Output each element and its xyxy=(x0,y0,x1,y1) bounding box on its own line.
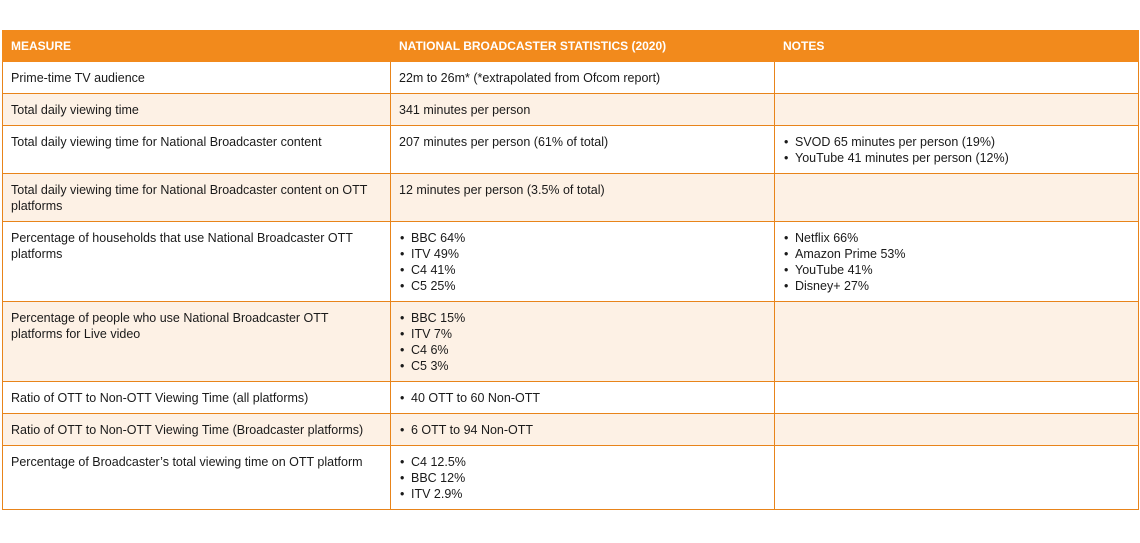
measure-cell: Total daily viewing time xyxy=(3,94,391,126)
measure-cell: Ratio of OTT to Non-OTT Viewing Time (all platforms) xyxy=(3,382,391,414)
stats-list-item: • C5 3% xyxy=(399,358,766,374)
notes-cell xyxy=(775,222,1139,302)
stats-list-item: • C5 25% xyxy=(399,278,766,294)
stats-list xyxy=(399,390,766,406)
table-row xyxy=(3,62,1139,94)
notes-cell xyxy=(775,126,1139,174)
measure-cell: Ratio of OTT to Non-OTT Viewing Time (Broadcaster platforms) xyxy=(3,414,391,446)
notes-cell xyxy=(775,446,1139,510)
stats-list-item: • ITV 7% xyxy=(399,326,766,342)
stats-list-item: • BBC 64% xyxy=(399,230,766,246)
stats-list-item: • ITV 2.9% xyxy=(399,486,766,502)
stats-cell xyxy=(391,414,775,446)
broadcaster-statistics-table xyxy=(2,30,1139,510)
notes-cell xyxy=(775,414,1139,446)
table-header-row xyxy=(3,31,1139,62)
notes-list-item: • Amazon Prime 53% xyxy=(783,246,1130,262)
table-row xyxy=(3,126,1139,174)
notes-list-item: • Disney+ 27% xyxy=(783,278,1130,294)
notes-list xyxy=(783,230,1130,294)
notes-list-item: • SVOD 65 minutes per person (19%) xyxy=(783,134,1130,150)
stats-cell xyxy=(391,302,775,382)
notes-cell xyxy=(775,382,1139,414)
table-row xyxy=(3,94,1139,126)
stats-cell: 341 minutes per person xyxy=(391,94,775,126)
stats-cell: 22m to 26m* (*extrapolated from Ofcom report) xyxy=(391,62,775,94)
broadcaster-statistics-table-wrap xyxy=(2,30,1138,510)
stats-list-item: • C4 12.5% xyxy=(399,454,766,470)
notes-cell xyxy=(775,62,1139,94)
measure-cell: Percentage of Broadcaster’s total viewing time on OTT platform xyxy=(3,446,391,510)
measure-cell: Percentage of people who use National Broadcaster OTT platforms for Live video xyxy=(3,302,391,382)
notes-cell xyxy=(775,302,1139,382)
table-row xyxy=(3,446,1139,510)
stats-list-item: • C4 6% xyxy=(399,342,766,358)
stats-cell xyxy=(391,446,775,510)
table-row xyxy=(3,302,1139,382)
notes-list-item: • Netflix 66% xyxy=(783,230,1130,246)
stats-list xyxy=(399,422,766,438)
table-row xyxy=(3,174,1139,222)
measure-cell: Total daily viewing time for National Broadcaster content xyxy=(3,126,391,174)
stats-list xyxy=(399,310,766,374)
measure-cell: Prime-time TV audience xyxy=(3,62,391,94)
stats-cell xyxy=(391,222,775,302)
table-row xyxy=(3,414,1139,446)
stats-cell xyxy=(391,382,775,414)
stats-list-item: • BBC 15% xyxy=(399,310,766,326)
stats-list xyxy=(399,454,766,502)
stats-list-item: • 40 OTT to 60 Non-OTT xyxy=(399,390,766,406)
stats-list-item: • C4 41% xyxy=(399,262,766,278)
notes-cell xyxy=(775,94,1139,126)
stats-list-item: • BBC 12% xyxy=(399,470,766,486)
stats-list-item: • 6 OTT to 94 Non-OTT xyxy=(399,422,766,438)
header-notes: NOTES xyxy=(775,31,1139,62)
stats-list xyxy=(399,230,766,294)
header-measure: MEASURE xyxy=(3,31,391,62)
measure-cell: Total daily viewing time for National Broadcaster content on OTT platforms xyxy=(3,174,391,222)
stats-list-item: • ITV 49% xyxy=(399,246,766,262)
notes-cell xyxy=(775,174,1139,222)
notes-list xyxy=(783,134,1130,166)
stats-cell: 12 minutes per person (3.5% of total) xyxy=(391,174,775,222)
table-row xyxy=(3,382,1139,414)
notes-list-item: • YouTube 41% xyxy=(783,262,1130,278)
table-row xyxy=(3,222,1139,302)
measure-cell: Percentage of households that use National Broadcaster OTT platforms xyxy=(3,222,391,302)
header-stats: NATIONAL BROADCASTER STATISTICS (2020) xyxy=(391,31,775,62)
notes-list-item: • YouTube 41 minutes per person (12%) xyxy=(783,150,1130,166)
stats-cell: 207 minutes per person (61% of total) xyxy=(391,126,775,174)
